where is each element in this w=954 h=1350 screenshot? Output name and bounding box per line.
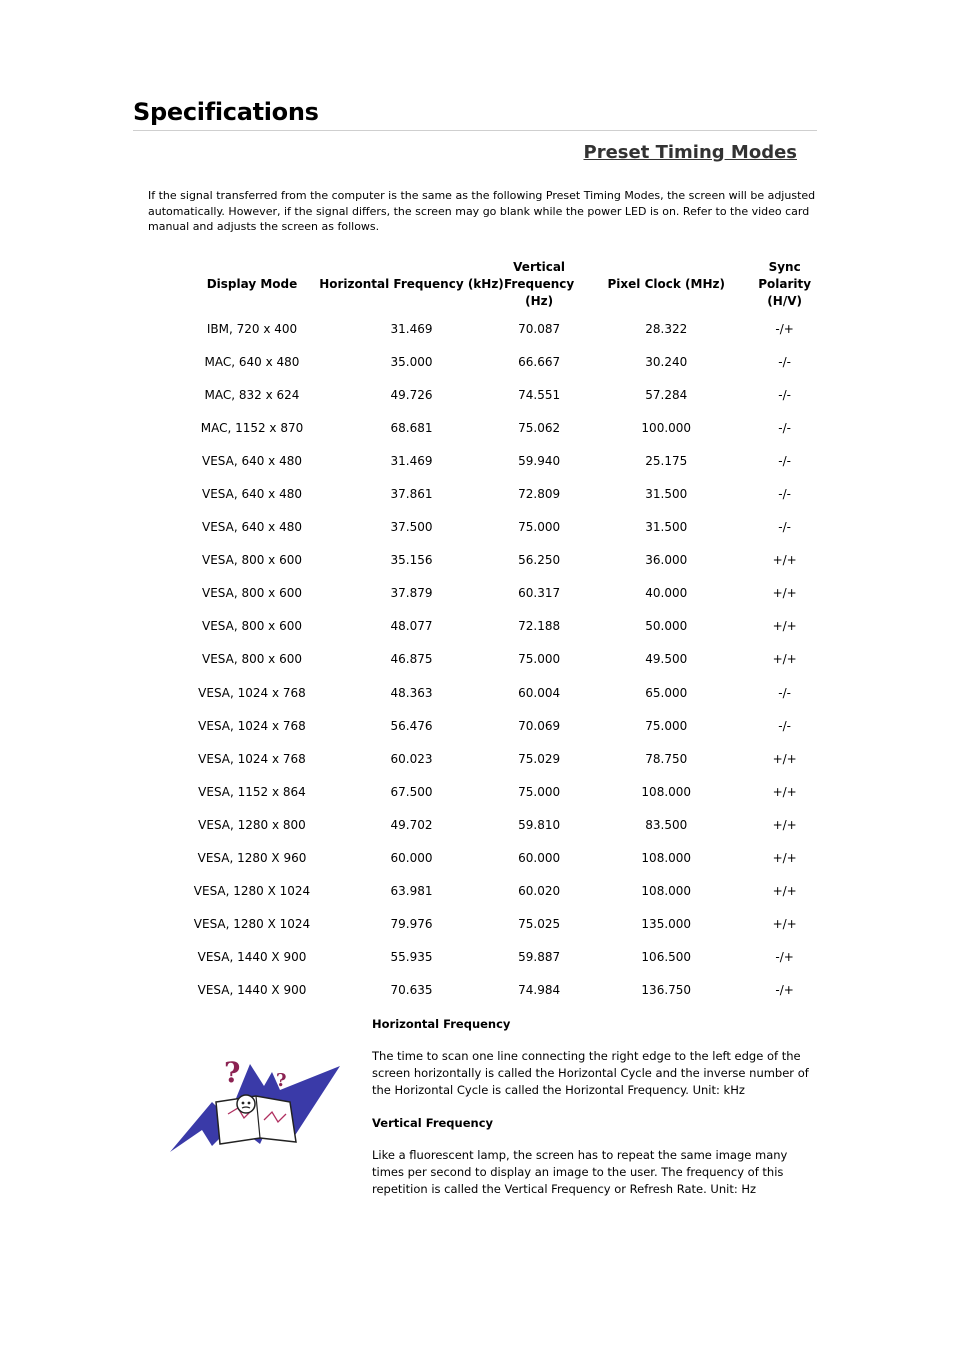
pixel-clock-cell: 25.175 xyxy=(645,453,688,468)
sync-polarity-cell: -/+ xyxy=(775,983,794,998)
vertical-frequency-cell: 74.984 xyxy=(518,983,561,998)
pixel-clock-cell: 50.000 xyxy=(645,619,688,634)
intro-paragraph: If the signal transferred from the computer is the same as the following Preset Timing Modes, the screen will be adjusted automatically. However, if the signal differs, the screen may go blank while the power LED is on. Refer to the video card manual and adjusts the screen as follows. xyxy=(148,189,816,233)
sync-polarity-cell: +/+ xyxy=(772,884,797,899)
term-horizontal-frequency: Horizontal Frequency xyxy=(372,1017,511,1031)
table-row xyxy=(185,312,811,345)
vertical-frequency-cell: 72.188 xyxy=(518,619,561,634)
vertical-frequency-cell: 74.551 xyxy=(518,387,561,402)
section-title: Preset Timing Modes xyxy=(583,142,797,163)
sync-polarity-cell: -/- xyxy=(778,487,791,502)
vertical-frequency-cell: 59.810 xyxy=(518,817,561,832)
table-row xyxy=(185,941,811,974)
horizontal-frequency-cell: 55.935 xyxy=(390,950,433,965)
definition-vertical-frequency: Like a fluorescent lamp, the screen has to repeat the same image many times per second to display an image to the user. The frequency of this repetition is called the Vertical Frequency or Refresh Rate. Unit: Hz xyxy=(372,1148,788,1196)
table-row xyxy=(185,709,811,742)
pixel-clock-cell: 49.500 xyxy=(645,652,688,667)
sync-polarity-cell: +/+ xyxy=(772,586,797,601)
pixel-clock-cell: 100.000 xyxy=(641,420,692,435)
horizontal-frequency-cell: 63.981 xyxy=(390,884,433,899)
sync-polarity-cell: -/- xyxy=(778,387,791,402)
display-mode-cell: VESA, 1440 X 900 xyxy=(197,983,307,998)
sync-polarity-cell: +/+ xyxy=(772,751,797,766)
table-row xyxy=(185,477,811,510)
sync-polarity-cell: +/+ xyxy=(772,553,797,568)
pixel-clock-cell: 78.750 xyxy=(645,751,688,766)
vertical-frequency-cell: 56.250 xyxy=(518,553,561,568)
horizontal-frequency-cell: 46.875 xyxy=(390,652,433,667)
definition-horizontal-frequency: The time to scan one line connecting the right edge to the left edge of the screen horizontally is called the Horizontal Cycle and the inverse number of the Horizontal Cycle is called the Horizontal Frequency. Unit: kHz xyxy=(372,1049,809,1097)
table-row xyxy=(185,842,811,875)
display-mode-cell: VESA, 1280 X 1024 xyxy=(193,917,311,932)
vertical-frequency-cell: 70.087 xyxy=(518,321,561,336)
horizontal-frequency-cell: 79.976 xyxy=(390,917,433,932)
table-row xyxy=(185,875,811,908)
vertical-frequency-cell: 60.000 xyxy=(518,851,561,866)
sync-polarity-cell: +/+ xyxy=(772,817,797,832)
preset-timing-table xyxy=(185,256,811,1007)
display-mode-cell: VESA, 640 x 480 xyxy=(201,453,302,468)
sync-polarity-cell: +/+ xyxy=(772,851,797,866)
sync-polarity-cell: -/- xyxy=(778,520,791,535)
sync-polarity-cell: +/+ xyxy=(772,917,797,932)
pixel-clock-cell: 83.500 xyxy=(645,817,688,832)
header-sync-polarity: Sync Polarity (H/V) xyxy=(758,259,812,308)
table-row xyxy=(185,610,811,643)
table-row xyxy=(185,676,811,709)
sync-polarity-cell: -/+ xyxy=(775,321,794,336)
table-row xyxy=(185,411,811,444)
horizontal-frequency-cell: 56.476 xyxy=(390,718,433,733)
table-row xyxy=(185,808,811,841)
vertical-frequency-cell: 60.317 xyxy=(518,586,561,601)
term-vertical-frequency: Vertical Frequency xyxy=(372,1116,494,1130)
horizontal-frequency-cell: 37.879 xyxy=(390,586,433,601)
table-row xyxy=(185,643,811,676)
horizontal-frequency-cell: 48.363 xyxy=(390,685,433,700)
display-mode-cell: VESA, 800 x 600 xyxy=(201,586,302,601)
display-mode-cell: VESA, 1152 x 864 xyxy=(198,784,306,799)
horizontal-frequency-cell: 35.156 xyxy=(390,553,433,568)
horizontal-frequency-cell: 67.500 xyxy=(390,784,433,799)
pixel-clock-cell: 75.000 xyxy=(645,718,688,733)
display-mode-cell: VESA, 1440 X 900 xyxy=(197,950,307,965)
definitions xyxy=(372,1016,817,1198)
table-body xyxy=(185,312,811,1007)
vertical-frequency-cell: 75.025 xyxy=(518,917,561,932)
display-mode-cell: VESA, 1280 X 1024 xyxy=(193,884,311,899)
vertical-frequency-cell: 59.887 xyxy=(518,950,561,965)
table-row xyxy=(185,775,811,808)
horizontal-frequency-cell: 49.726 xyxy=(390,387,433,402)
pixel-clock-cell: 65.000 xyxy=(645,685,688,700)
svg-text:?: ? xyxy=(276,1070,287,1091)
vertical-frequency-cell: 66.667 xyxy=(518,354,561,369)
sync-polarity-cell: +/+ xyxy=(772,784,797,799)
vertical-frequency-cell: 72.809 xyxy=(518,487,561,502)
sync-polarity-cell: -/- xyxy=(778,354,791,369)
horizontal-frequency-cell: 68.681 xyxy=(390,420,433,435)
pixel-clock-cell: 31.500 xyxy=(645,520,688,535)
table-row xyxy=(185,742,811,775)
pixel-clock-cell: 30.240 xyxy=(645,354,688,369)
header-horizontal-frequency: Horizontal Frequency (kHz) xyxy=(319,276,504,291)
sync-polarity-cell: -/- xyxy=(778,453,791,468)
table-row xyxy=(185,511,811,544)
table-row xyxy=(185,908,811,941)
pixel-clock-cell: 57.284 xyxy=(645,387,688,402)
horizontal-frequency-cell: 31.469 xyxy=(390,321,433,336)
horizontal-frequency-cell: 35.000 xyxy=(390,354,433,369)
sync-polarity-cell: +/+ xyxy=(772,619,797,634)
title-divider xyxy=(133,130,817,131)
pixel-clock-cell: 40.000 xyxy=(645,586,688,601)
horizontal-frequency-cell: 37.861 xyxy=(390,487,433,502)
horizontal-frequency-cell: 48.077 xyxy=(390,619,433,634)
vertical-frequency-cell: 70.069 xyxy=(518,718,561,733)
display-mode-cell: VESA, 800 x 600 xyxy=(201,619,302,634)
vertical-frequency-cell: 60.020 xyxy=(518,884,561,899)
display-mode-cell: VESA, 800 x 600 xyxy=(201,553,302,568)
display-mode-cell: VESA, 1024 x 768 xyxy=(198,685,306,700)
page-title: Specifications xyxy=(133,98,319,126)
pixel-clock-cell: 106.500 xyxy=(641,950,692,965)
vertical-frequency-cell: 60.004 xyxy=(518,685,561,700)
display-mode-cell: MAC, 1152 x 870 xyxy=(200,420,304,435)
display-mode-cell: VESA, 1024 x 768 xyxy=(198,751,306,766)
vertical-frequency-cell: 75.062 xyxy=(518,420,561,435)
sync-polarity-cell: -/- xyxy=(778,685,791,700)
pixel-clock-cell: 108.000 xyxy=(641,851,692,866)
display-mode-cell: VESA, 640 x 480 xyxy=(201,520,302,535)
vertical-frequency-cell: 75.000 xyxy=(518,652,561,667)
vertical-frequency-cell: 75.029 xyxy=(518,751,561,766)
table-row xyxy=(185,345,811,378)
header-display-mode: Display Mode xyxy=(206,276,298,291)
table-header-row xyxy=(185,256,811,312)
display-mode-cell: VESA, 800 x 600 xyxy=(201,652,302,667)
confused-book-mascot-icon xyxy=(168,1058,344,1154)
horizontal-frequency-cell: 31.469 xyxy=(390,453,433,468)
display-mode-cell: MAC, 832 x 624 xyxy=(204,387,300,402)
display-mode-cell: VESA, 1024 x 768 xyxy=(198,718,306,733)
header-vertical-frequency: Vertical Frequency (Hz) xyxy=(504,259,575,308)
vertical-frequency-cell: 75.000 xyxy=(518,520,561,535)
horizontal-frequency-cell: 60.000 xyxy=(390,851,433,866)
display-mode-cell: VESA, 1280 x 800 xyxy=(198,817,306,832)
vertical-frequency-cell: 75.000 xyxy=(518,784,561,799)
table-row xyxy=(185,444,811,477)
table-row xyxy=(185,378,811,411)
pixel-clock-cell: 108.000 xyxy=(641,784,692,799)
pixel-clock-cell: 36.000 xyxy=(645,553,688,568)
sync-polarity-cell: -/+ xyxy=(775,950,794,965)
horizontal-frequency-cell: 37.500 xyxy=(390,520,433,535)
sync-polarity-cell: +/+ xyxy=(772,652,797,667)
pixel-clock-cell: 135.000 xyxy=(641,917,692,932)
horizontal-frequency-cell: 70.635 xyxy=(390,983,433,998)
table-row xyxy=(185,544,811,577)
pixel-clock-cell: 136.750 xyxy=(641,983,692,998)
svg-text:?: ? xyxy=(224,1058,241,1089)
pixel-clock-cell: 31.500 xyxy=(645,487,688,502)
pixel-clock-cell: 108.000 xyxy=(641,884,692,899)
table-row xyxy=(185,974,811,1007)
horizontal-frequency-cell: 60.023 xyxy=(390,751,433,766)
display-mode-cell: VESA, 1280 X 960 xyxy=(197,851,307,866)
sync-polarity-cell: -/- xyxy=(778,420,791,435)
display-mode-cell: MAC, 640 x 480 xyxy=(204,354,300,369)
vertical-frequency-cell: 59.940 xyxy=(518,453,561,468)
header-pixel-clock: Pixel Clock (MHz) xyxy=(607,276,725,291)
sync-polarity-cell: -/- xyxy=(778,718,791,733)
horizontal-frequency-cell: 49.702 xyxy=(390,817,433,832)
pixel-clock-cell: 28.322 xyxy=(645,321,688,336)
display-mode-cell: IBM, 720 x 400 xyxy=(206,321,298,336)
table-row xyxy=(185,577,811,610)
display-mode-cell: VESA, 640 x 480 xyxy=(201,487,302,502)
